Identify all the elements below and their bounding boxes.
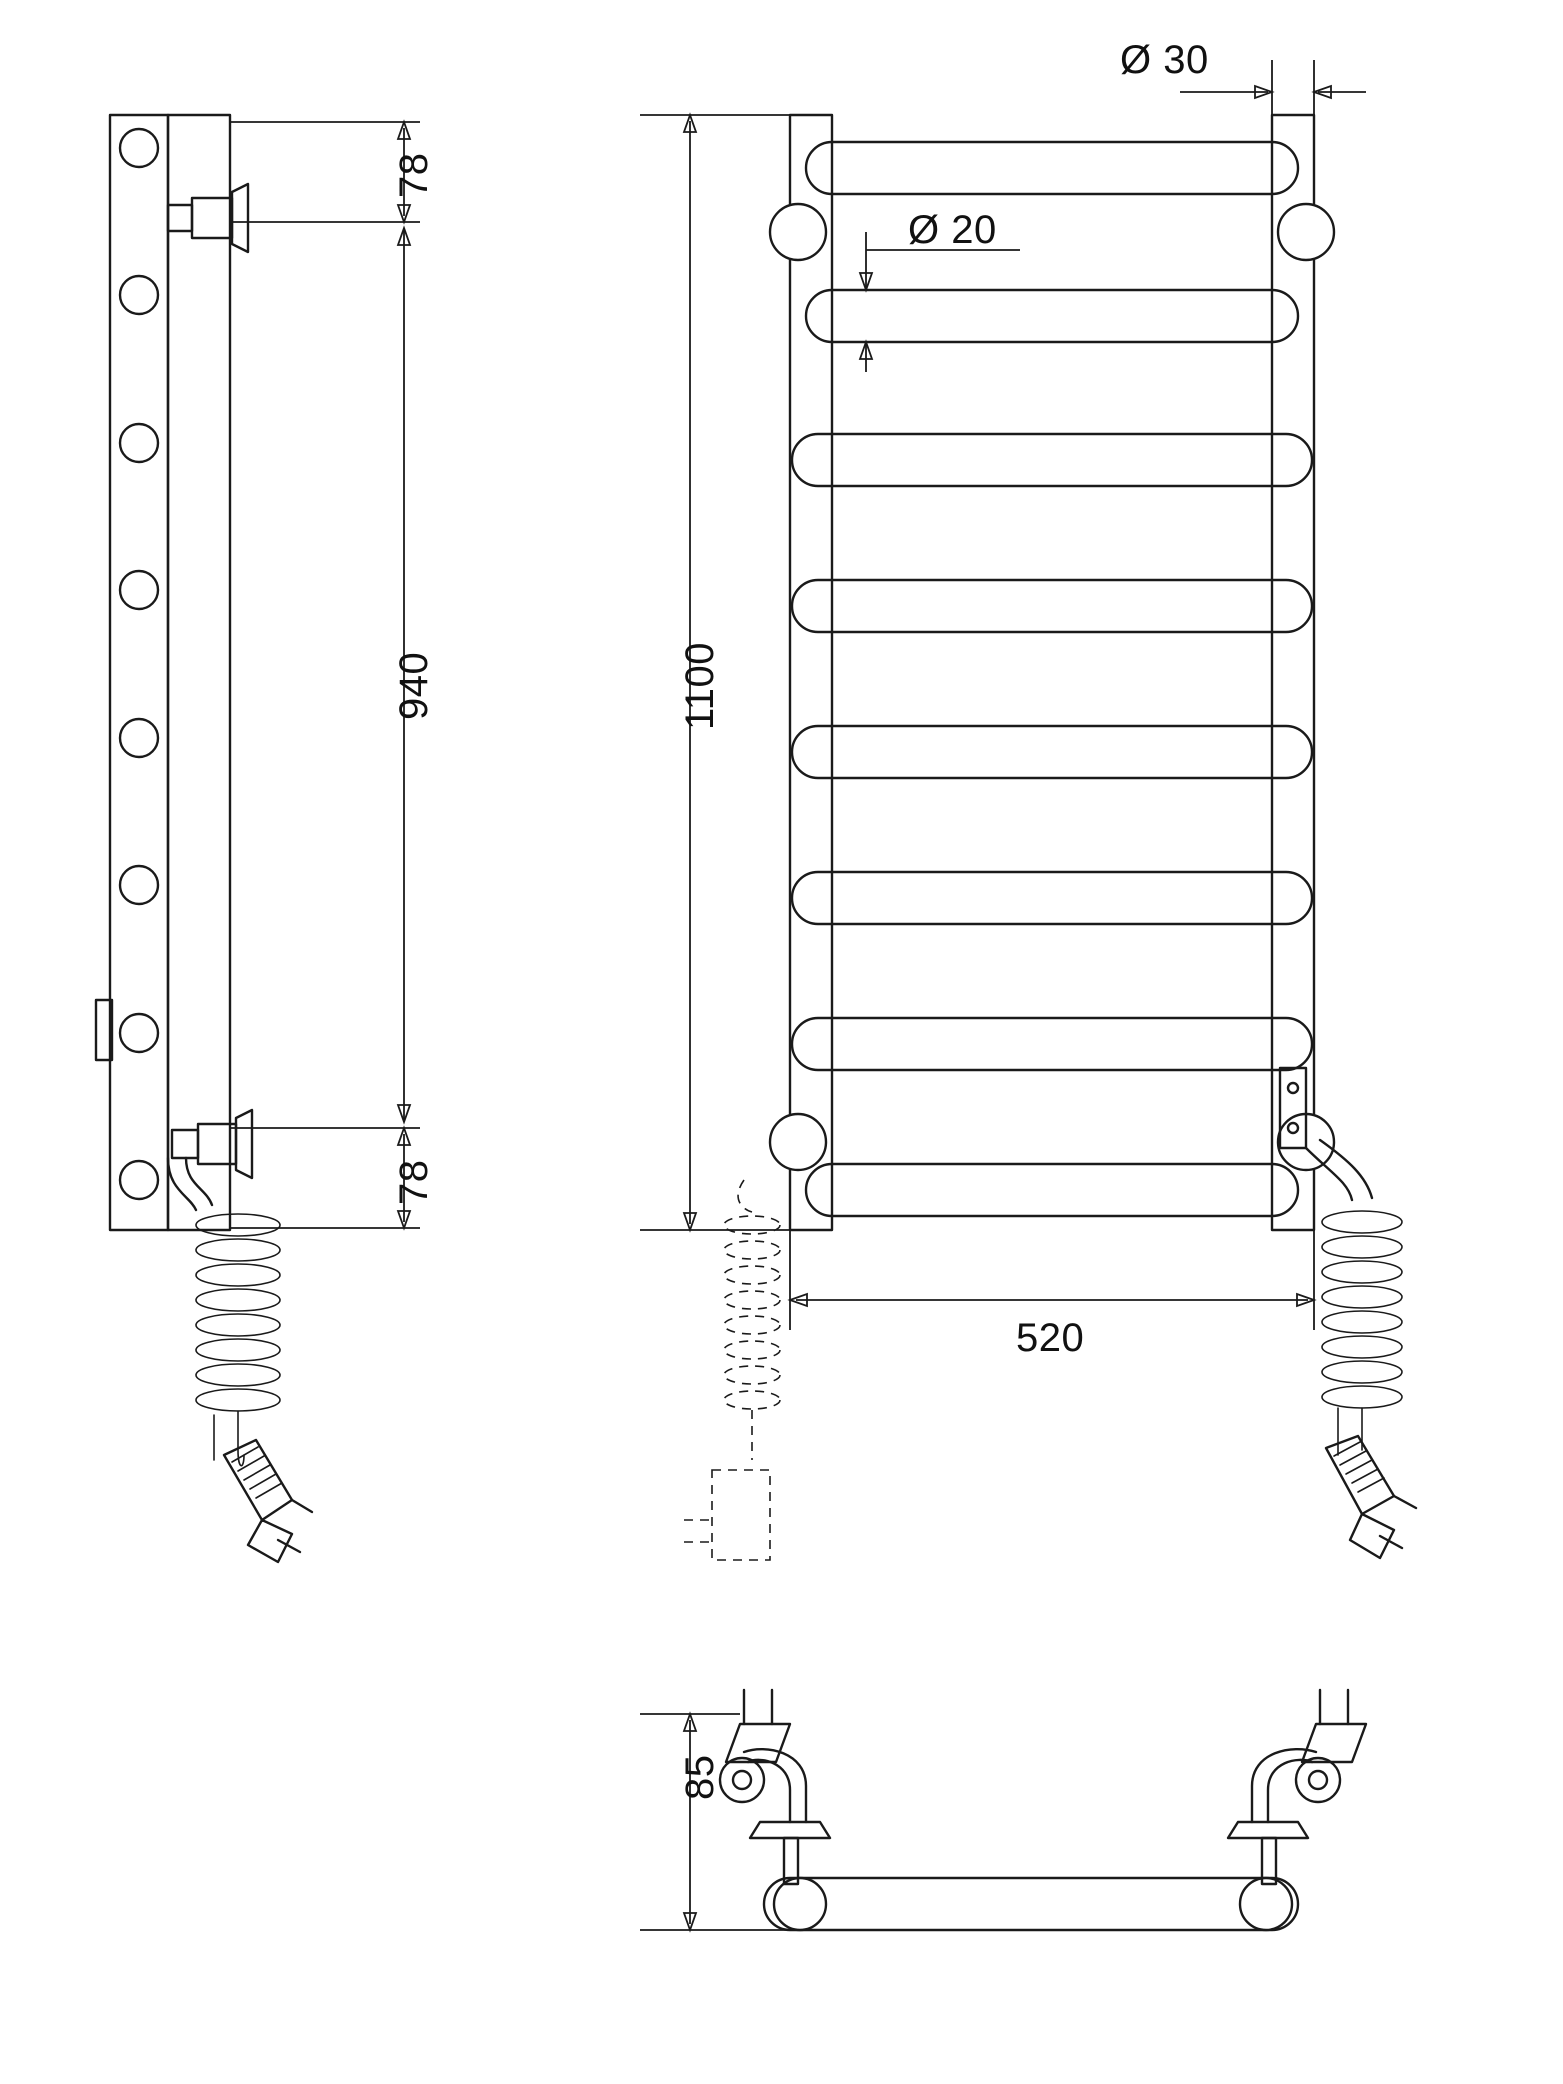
dimension-label-total-height: 1100 [678, 641, 722, 730]
plan-left-mount [720, 1690, 830, 1884]
dimension-label-tube-diameter: Ø 30 [1120, 38, 1209, 82]
top-view-group [640, 1690, 1366, 1930]
side-bottom-bracket [168, 1110, 252, 1210]
front-right-cable [1306, 1140, 1416, 1558]
dimension-label-width: 520 [1016, 1316, 1085, 1360]
side-plug [224, 1440, 312, 1562]
front-width-dimension [790, 1230, 1314, 1330]
dimension-label-rung-diameter: Ø 20 [908, 208, 997, 252]
side-cable-coil [196, 1214, 280, 1466]
rung-diameter-dimension [860, 232, 1020, 372]
dimension-label-bracket-span: 940 [392, 651, 436, 720]
dimension-label-plan-depth: 85 [678, 1754, 722, 1800]
front-hidden-cable [684, 1180, 780, 1560]
dimension-label-top-offset: 78 [392, 152, 436, 198]
plan-right-mount [1228, 1690, 1366, 1884]
dimension-label-bottom-offset: 78 [392, 1159, 436, 1205]
side-top-bracket [168, 184, 248, 252]
side-view-group [96, 115, 420, 1562]
